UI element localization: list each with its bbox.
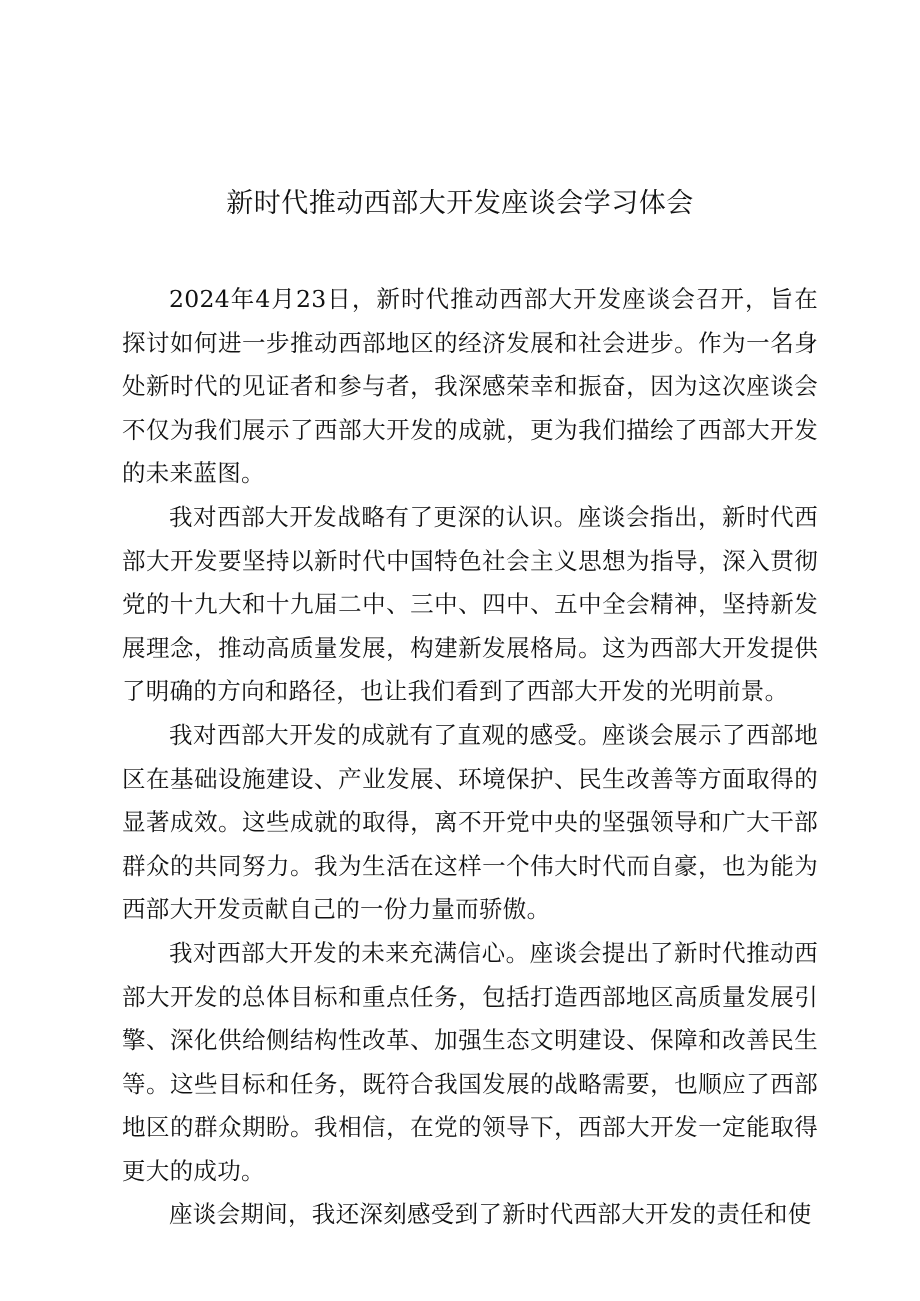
- document-body: [122, 278, 818, 1237]
- document-title: 新时代推动西部大开发座谈会学习体会: [226, 188, 694, 219]
- paragraph-2: 我对西部大开发战略有了更深的认识。座谈会指出，新时代西部大开发要坚持以新时代中国特色社会主义思想为指导，深入贯彻党的十九大和十九届二中、三中、四中、五中全会精神，坚持新发展理念，推动高质量发展，构建新发展格局。这为西部大开发提供了明确的方向和路径，也让我们看到了西部大开发的光明前景。: [122, 502, 818, 706]
- paragraph-5: 座谈会期间，我还深刻感受到了新时代西部大开发的责任和使: [169, 1200, 812, 1229]
- paragraph-4: 我对西部大开发的未来充满信心。座谈会提出了新时代推动西部大开发的总体目标和重点任务，包括打造西部地区高质量发展引擎、深化供给侧结构性改革、加强生态文明建设、保障和改善民生等。这些目标和任务，既符合我国发展的战略需要，也顺应了西部地区的群众期盼。我相信，在党的领导下，西部大开发一定能取得更大的成功。: [122, 938, 818, 1185]
- paragraph-3: 我对西部大开发的成就有了直观的感受。座谈会展示了西部地区在基础设施建设、产业发展、环境保护、民生改善等方面取得的显著成效。这些成就的取得，离不开党中央的坚强领导和广大干部群众的共同努力。我为生活在这样一个伟大时代而自豪，也为能为西部大开发贡献自己的一份力量而骄傲。: [122, 720, 818, 924]
- paragraph-1: 2024年4月23日，新时代推动西部大开发座谈会召开，旨在探讨如何进一步推动西部地区的经济发展和社会进步。作为一名身处新时代的见证者和参与者，我深感荣幸和振奋，因为这次座谈会不仅为我们展示了西部大开发的成就，更为我们描绘了西部大开发的未来蓝图。: [122, 285, 818, 488]
